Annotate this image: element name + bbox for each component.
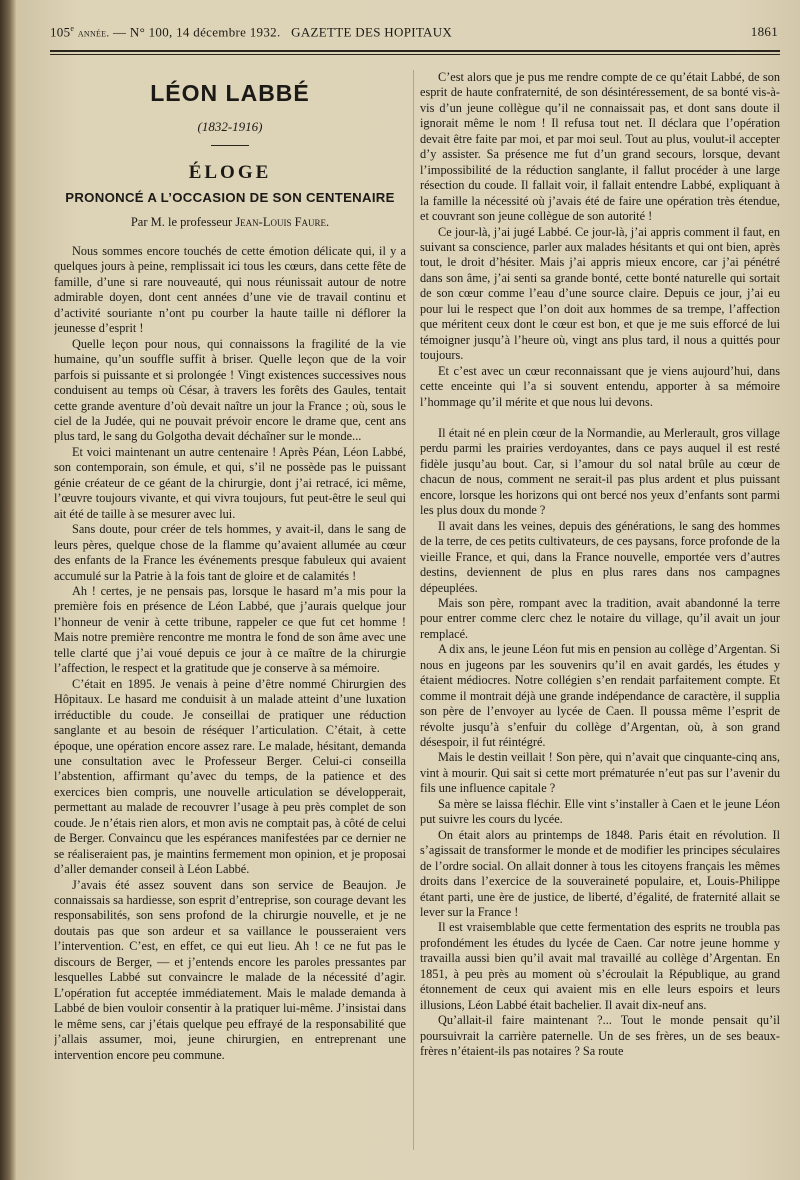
article-heading: [54, 80, 406, 230]
paragraph: Il était né en plein cœur de la Normandie, au Merlerault, gros village perdu parmi les prairies verdoyantes, dans ce pays auquel il est resté fidèle jusqu’au bout. Car, si l’amour du sol natal brûle au cœur de chacun de nous, comment ne serait-il pas plus ardent et plus puissant encore, lorsque les horizons qui ont bercé nos yeux d’enfants sont parmi les plus doux du monde ?: [420, 425, 780, 518]
page-number: 1861: [750, 24, 778, 39]
header-rule-top: [50, 50, 780, 52]
issue-info: [50, 24, 452, 40]
paragraph: J’avais été assez souvent dans son service de Beaujon. Je connaissais sa hardiesse, son esprit d’entreprise, son courage devant les responsabilités, son sens profond de la chirurgie nouvelle, et je ne doutais pas que son ardeur et sa vaillance le pousseraient vers l’intervention. C’est, en effet, ce qui eut lieu. Ah ! ce ne fut pas le discours de Berger, — et j’entends encore les paroles pressantes par lesquelles Labbé sut convaincre le malade de la nécessité d’agir. L’opération fut acceptée immédiatement. Mais le malade demanda à Labbé de bien vouloir consentir à la pratiquer lui-même. J’insistai dans le même sens, car j’étais quelque peu effrayé de la responsabilité que j’allais assumer, moi, jeune chirurgien, en entreprenant une intervention encore peu commune.: [54, 877, 406, 1062]
header-rule-bottom: [50, 54, 780, 55]
running-header: [50, 24, 780, 44]
paragraph: C’était en 1895. Je venais à peine d’être nommé Chirurgien des Hôpitaux. Le hasard me conduisit à un malade atteint d’une luxation irréductible du coude. Je conseillai de pratiquer une réduction sanglante et au besoin de réséquer l’articulation. C’était, à cette époque, une opération encore assez rare. Le malade, hésitant, demanda une consultation avec le Professeur Berger. Celui-ci conseilla l’abstention, affirmant qu’avec du temps, de la patience et des exercices bien compris, une nouvelle articulation se développerait, permettant au malade de recouvrer l’usage à peu près complet de son coude. Je n’étais rien alors, et mon avis ne comptait pas, à côté de celui de Berger. Convaincu que les espérances manifestées par ce dernier ne se réaliseraient pas, je maintins fermement mon opinion, et je proposai d’aller demander conseil à Léon Labbé.: [54, 676, 406, 877]
paragraph: On était alors au printemps de 1848. Paris était en révolution. Il s’agissait de transformer le monde et de modifier les principes séculaires de l’ordre social. On allait donner à tous les citoyens français les mêmes droits dans l’exercice de la souveraineté populaire, et, Louis-Philippe étant parti, une ère de justice, de liberté, d’égalité, de fraternité allait se lever sur la France !: [420, 827, 780, 920]
paragraph: Quelle leçon pour nous, qui connaissons la fragilité de la vie humaine, qu’un souffle suffit à briser. Quelle leçon que de la voir parfois si puissante et si prolongée ! Vingt existences successives nous conduisent au temps où César, à travers les forêts des Gaules, tentait cette grande aventure d’où devait naître un jour la France ; où, sous le ciel de la Judée, qui ne pouvait prévoir encore le drame que, cent ans plus tard, le sang du Golgotha devait déchaîner sur le monde...: [54, 336, 406, 444]
paragraph: Et voici maintenant un autre centenaire ! Après Péan, Léon Labbé, son contemporain, son émule, et qui, s’il ne possède pas le puissant génie créateur de ce géant de la chirurgie, dont j’ai retracé, ici même, l’œuvre toujours vivante, et qui vivra toujours, fut peut-être le seul qui ait été de taille à se mesurer avec lui.: [54, 444, 406, 521]
author-name: Jean-Louis Faure.: [235, 215, 330, 229]
book-spine: [0, 0, 16, 1180]
right-column: [420, 70, 780, 1060]
issue-number: — N° 100, 14 décembre 1932.: [113, 24, 281, 40]
article-subtitle: PRONONCÉ A L’OCCASION DE SON CENTENAIRE: [65, 190, 395, 205]
paragraph: Sans doute, pour créer de tels hommes, y avait-il, dans le sang de leurs pères, quelque chose de la flamme qu’avaient allumée au cœur des enfants de la France les événements presque fabuleux qui avaient accumulé sur la Patrie à la fois tant de gloire et de calamités !: [54, 522, 406, 583]
paragraph: Il avait dans les veines, depuis des générations, le sang des hommes de la terre, de ces petits cultivateurs, de ces paysans, force profonde de la vieille France, et qui, dans la France nouvelle, emportée vers d’autres destins, deviennent de plus en plus rares dans nos campagnes dépeuplées.: [420, 518, 780, 595]
paragraph: Il est vraisemblable que cette fermentation des esprits ne troubla pas profondément les études du lycée de Caen. Car notre jeune homme y travailla aussi bien qu’il avait mal travaillé au collège d’Argentan. En 1851, à peu près au moment où s’écroulait la République, au grand étonnement de ceux qui avaient mis en elle leurs espoirs et leurs illusions, Léon Labbé était bachelier. Il avait dix-neuf ans.: [420, 920, 780, 1012]
byline: [54, 215, 406, 230]
paragraph: C’est alors que je pus me rendre compte de ce qu’était Labbé, de son esprit de haute confraternité, de son désintéressement, de sa bonté vis-à-vis d’un jeune collègue qu’il ne connaissait pas, et dont sans doute il ignorait même le nom ! Il refusa tout net. Il déclara que l’opération devait être faite par moi, et par moi seul. Tout au plus, voulut-il accepter d’y assister. Sa présence me fut d’un grand secours, lorsque, devant l’impossibilité de la réduction sanglante, il fallut procéder à une large résection du coude. Il fallait voir, il fallait entendre Labbé, expliquant à la famille la nécessité où j’avais été de faire une opération très étendue, et couvrant son jeune collègue de son autorité !: [420, 70, 780, 224]
journal-name: GAZETTE DES HOPITAUX: [291, 24, 453, 40]
paragraph: Qu’allait-il faire maintenant ?... Tout le monde pensait qu’il poursuivrait la carrière paternelle. Un de ses frères, un de ses beaux-frères n’étaient-ils pas notaires ? Sa route: [420, 1013, 780, 1059]
section-label: ÉLOGE: [188, 162, 272, 183]
paragraph: Mais le destin veillait ! Son père, qui n’avait que cinquante-cinq ans, vint à mourir. Qui sait si cette mort prématurée n’eut pas sur l’avenir du fils une influence capitale ?: [420, 750, 780, 796]
column-separator: [413, 70, 414, 1150]
paragraph: Mais son père, rompant avec la tradition, avait abandonné la terre pour entrer comme clerc chez le notaire du village, qu’il avait un jour remplacé.: [420, 595, 780, 641]
paragraph: Ce jour-là, j’ai jugé Labbé. Ce jour-là, j’ai appris comment il faut, en suivant sa conscience, parler aux malades hésitants et qui ont bien, après tout, le droit d’hésiter. Mais j’ai appris mieux encore, car j’ai pénétré dans son âme, j’ai senti sa grande bonté, cette bonté naturelle qui sortait de son cœur comme l’eau d’une source claire. Depuis ce jour, j’ai eu pour lui le respect que l’on doit aux hommes de sa trempe, l’affection que méritent ceux dont le cœur est bon, et que je me suis efforcé de lui témoigner jusqu’à l’heure où, vingt ans plus tard, il nous a quittés pour toujours.: [420, 224, 780, 363]
edition-suffix: e: [70, 24, 75, 33]
paragraph: Sa mère se laissa fléchir. Elle vint s’installer à Caen et le jeune Léon put suivre les cours du lycée.: [420, 796, 780, 827]
edition-number: 105: [50, 24, 71, 40]
paragraph: Et c’est avec un cœur reconnaissant que je viens aujourd’hui, dans cette enceinte qui l’a si souvent entendu, apporter à sa mémoire l’hommage qu’il mérite et que nous lui devons.: [420, 363, 780, 409]
title-divider: [211, 145, 249, 146]
article-dates: (1832-1916): [197, 119, 263, 134]
paragraph: Ah ! certes, je ne pensais pas, lorsque le hasard m’a mis pour la première fois en présence de Léon Labbé, que j’aurais quelque jour l’honneur de venir à cette tribune, rappeler ce que fut cet homme ! Mais notre première rencontre me montra le fond de son âme avec une telle clarté que j’ai voué depuis ce jour à ce maître de la chirurgie l’affection, le respect et la gratitude que je conserve à sa mémoire.: [54, 583, 406, 676]
left-column: [54, 244, 406, 1063]
article-title: LÉON LABBÉ: [150, 80, 310, 106]
annee-label: année.: [77, 27, 110, 40]
paragraph: Nous sommes encore touchés de cette émotion délicate qui, il y a quelques jours à peine, remplissait ici tous les cœurs, dans cette fête de famille, d’une si rare nouveauté, qui nous réunissait autour de notre admirable doyen, dont cent années d’une vie de travail continu et d’activité souriante n’ont pu courber la haute taille ni déflorer la jeunesse d’esprit !: [54, 244, 406, 336]
paragraph: A dix ans, le jeune Léon fut mis en pension au collège d’Argentan. Si nous en jugeons par les souvenirs qu’il en avait gardés, les études y étaient médiocres. Notre collégien s’en rendait parfaitement compte. Et comme il montrait déjà une grande indépendance de caractère, il supplia son père de l’envoyer au lycée de Caen. Il poussa même l’esprit de révolte jusqu’à s’enfuir du collège d’Argentan, où, à son grand désespoir, il fut réintégré.: [420, 642, 780, 750]
byline-prefix: Par M. le professeur: [130, 215, 233, 229]
